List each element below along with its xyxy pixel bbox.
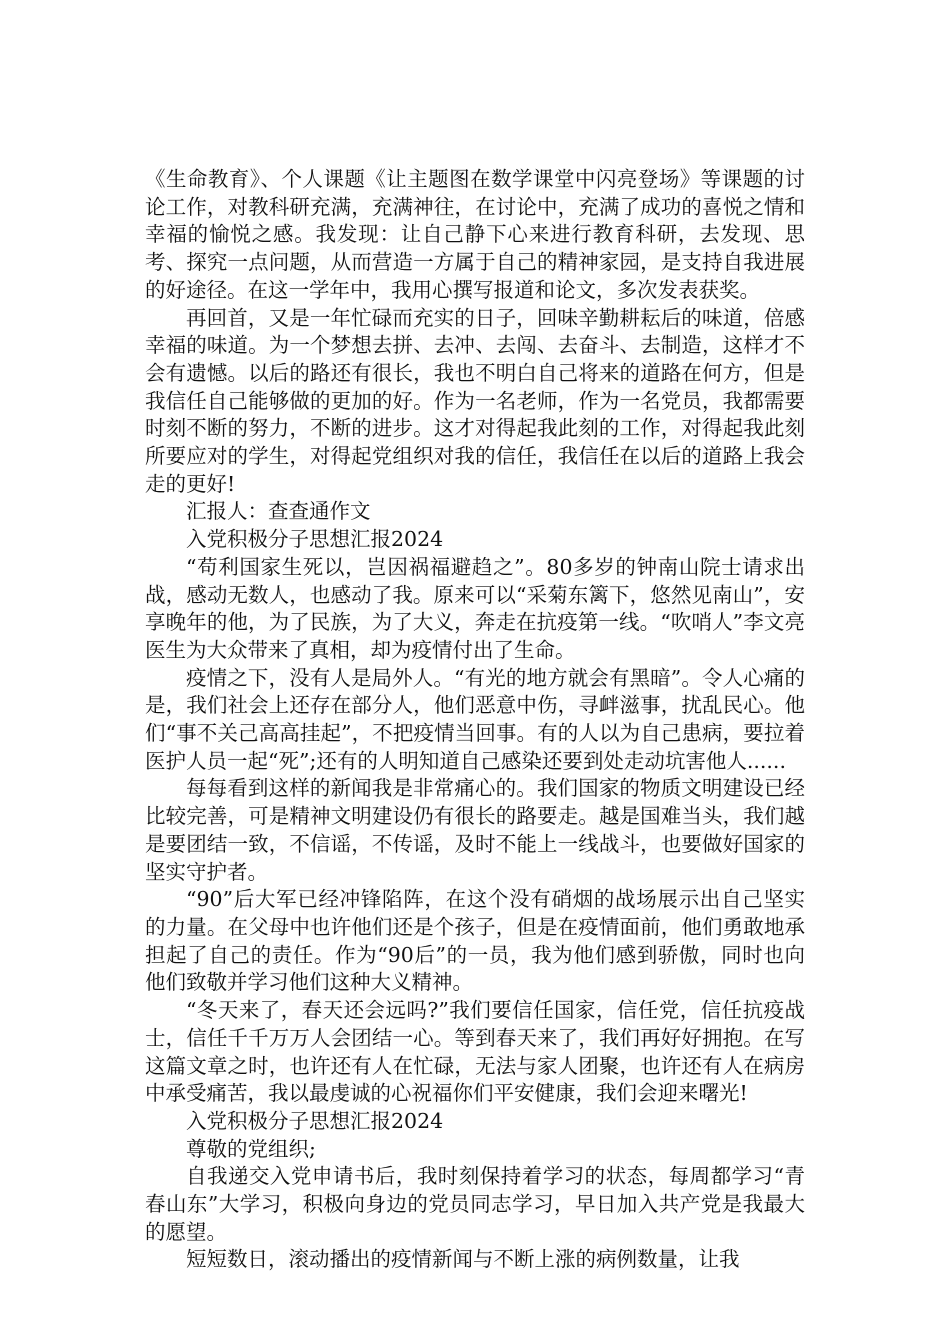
paragraph-zhong-nanshan: “苟利国家生死以，岂因祸福避趋之”。80多岁的钟南山院士请求出战，感动无数人，也感动了我。原来可以“采菊东篱下，悠然见南山”，安享晚年的他，为了民族，为了大义，奔走在抗疫第一线。“吹哨人”李文亮医生为大众带来了真相，却为疫情付出了生命。 xyxy=(145,554,805,662)
document-body xyxy=(145,166,805,1274)
section-heading-report-1: 入党积极分子思想汇报2024 xyxy=(186,527,444,552)
paragraph-looking-back: 再回首，又是一年忙碌而充实的日子，回味辛勤耕耘后的味道，倍感幸福的味道。为一个梦想去拼、去冲、去闯、去奋斗、去制造，这样才不会有遗憾。以后的路还有很长，我也不明白自己将来的道路在何方，但是我信任自己能够做的更加的好。作为一名老师，作为一名党员，我都需要时刻不断的努力，不断的进步。这才对得起我此刻的工作，对得起我此刻所要应对的学生，对得起党组织对我的信任，我信任在以后的道路上我会走的更好! xyxy=(145,305,805,496)
salutation: 尊敬的党组织; xyxy=(186,1136,316,1161)
reporter-line: 汇报人：查查通作文 xyxy=(186,499,371,524)
paragraph-news-reaction: 每每看到这样的新闻我是非常痛心的。我们国家的物质文明建设已经比较完善，可是精神文明建设仍有很长的路要走。越是国难当头，我们越是要团结一致，不信谣，不传谣，及时不能上一线战斗，也要做好国家的坚实守护者。 xyxy=(145,776,805,884)
paragraph-post-90s: “90”后大军已经冲锋陷阵，在这个没有硝烟的战场展示出自己坚实的力量。在父母中也许他们还是个孩子，但是在疫情面前，他们勇敢地承担起了自己的责任。作为“90后”的一员，我为他们感到骄傲，同时也向他们致敬并学习他们这种大义精神。 xyxy=(145,887,805,995)
paragraph-research-work: 《生命教育》、个人课题《让主题图在数学课堂中闪亮登场》等课题的讨论工作，对教科研充满，充满神往，在讨论中，充满了成功的喜悦之情和幸福的愉悦之感。我发现：让自己静下心来进行教育科研，去发现、思考、探究一点问题，从而营造一方属于自己的精神家园，是支持自我进展的好途径。在这一学年中，我用心撰写报道和论文，多次发表获奖。 xyxy=(145,167,805,302)
paragraph-since-application: 自我递交入党申请书后，我时刻保持着学习的状态，每周都学习“青春山东”大学习，积极向身边的党员同志学习，早日加入共产党是我最大的愿望。 xyxy=(145,1164,805,1244)
paragraph-epidemic-news: 短短数日，滚动播出的疫情新闻与不断上涨的病例数量，让我 xyxy=(186,1247,740,1272)
paragraph-no-outsiders: 疫情之下，没有人是局外人。“有光的地方就会有黑暗”。令人心痛的是，我们社会上还存在部分人，他们恶意中伤，寻衅滋事，扰乱民心。他们“事不关己高高挂起”，不把疫情当回事。有的人以为自己患病，要拉着医护人员一起“死”;还有的人明知道自己感染还要到处走动坑害他人...... xyxy=(145,665,805,773)
section-heading-report-2: 入党积极分子思想汇报2024 xyxy=(186,1108,444,1133)
paragraph-spring-coming: “冬天来了，春天还会远吗?”我们要信任国家，信任党，信任抗疫战士，信任千千万万人会团结一心。等到春天来了，我们再好好拥抱。在写这篇文章之时，也许还有人在忙碌，无法与家人团聚，也许还有人在病房中承受痛苦，我以最虔诚的心祝福你们平安健康，我们会迎来曙光! xyxy=(145,998,805,1106)
